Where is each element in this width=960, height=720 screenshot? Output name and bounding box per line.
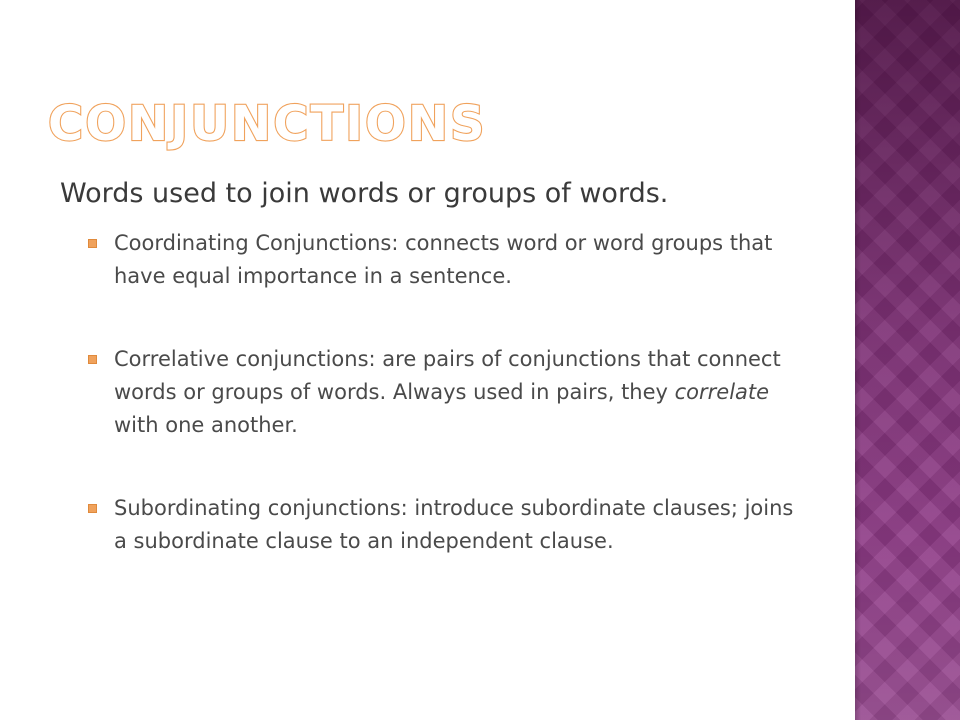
bullet-text-after: with one another.: [114, 413, 298, 437]
bullet-item-correlative: [88, 343, 808, 442]
bullet-text: Coordinating Conjunctions: connects word or word groups that have equal importance in a sentence.: [114, 231, 773, 288]
bullet-list: [88, 227, 808, 608]
slide-title: [48, 96, 608, 156]
side-band-edge: [855, 0, 861, 720]
bullet-text: Subordinating conjunctions: introduce subordinate clauses; joins a subordinate clause to an independent clause.: [114, 496, 794, 553]
square-bullet-icon: [88, 355, 97, 364]
emphasis-word: correlate: [674, 380, 770, 404]
bullet-text-before: Correlative conjunctions: are pairs of conjunctions that connect words or groups of words. Always used in pairs, they: [114, 347, 781, 404]
square-bullet-icon: [88, 239, 97, 248]
bullet-item-coordinating: [88, 227, 808, 293]
square-bullet-icon: [88, 504, 97, 513]
bullet-text: [114, 343, 808, 442]
bullet-item-subordinating: [88, 492, 808, 558]
decorative-side-band: [855, 0, 960, 720]
slide-title-text: CONJUNCTIONS: [48, 96, 487, 152]
lead-text: Words used to join words or groups of words.: [60, 178, 669, 209]
